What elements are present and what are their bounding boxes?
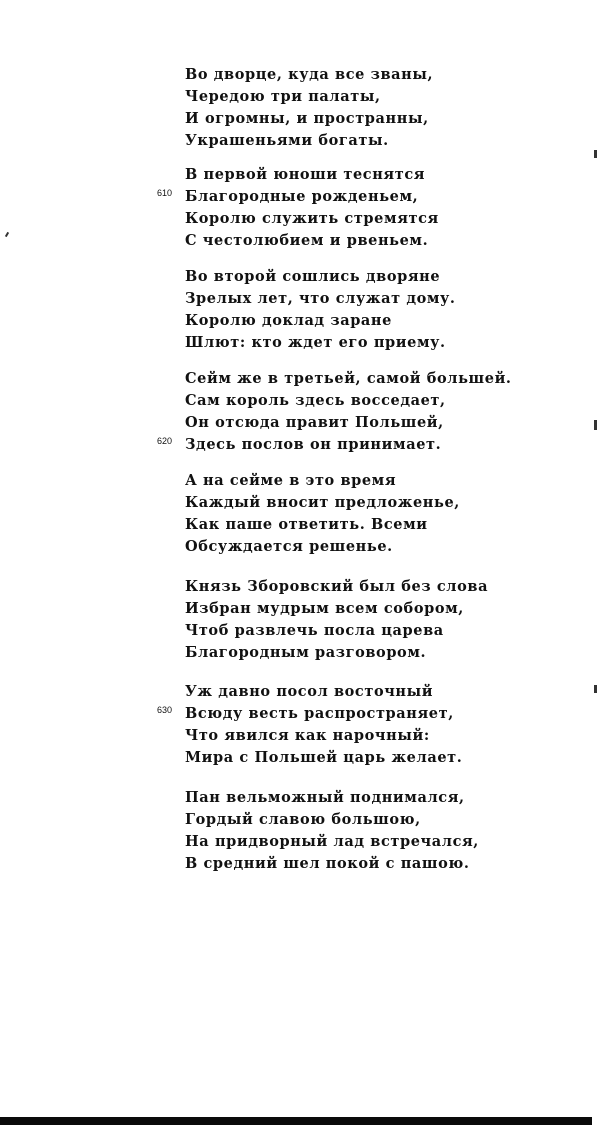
verse-text: Сам король здесь восседает, (185, 392, 446, 409)
verse-text: Во дворце, куда все званы, (185, 66, 434, 83)
verse-text: С честолюбием и рвеньем. (185, 232, 429, 249)
verse-text: И огромны, и пространны, (185, 110, 429, 127)
verse-text: Чередою три палаты, (185, 88, 381, 105)
stanza (185, 266, 456, 354)
stanza (185, 64, 433, 152)
verse-text: В средний шел покой с пашою. (185, 855, 470, 872)
verse-line (157, 186, 439, 208)
verse-text: Благородные рожденьем, (185, 188, 419, 205)
stanza (185, 576, 488, 664)
verse-line (185, 470, 460, 492)
verse-line (185, 598, 488, 620)
verse-line (185, 642, 488, 664)
verse-text: Украшеньями богаты. (185, 132, 389, 149)
scan-edge-bar (0, 1117, 592, 1125)
verse-line (185, 130, 433, 152)
verse-text: Королю служить стремятся (185, 210, 439, 227)
verse-text: Королю доклад заране (185, 312, 392, 329)
verse-line (185, 831, 479, 853)
verse-line (185, 332, 456, 354)
verse-line (185, 536, 460, 558)
verse-text: Он отсюда правит Польшей, (185, 414, 444, 431)
verse-line (185, 787, 479, 809)
verse-line (185, 620, 488, 642)
stanza (157, 681, 463, 769)
verse-line (185, 208, 439, 230)
verse-text: Пан вельможный поднимался, (185, 789, 465, 806)
verse-text: Мира с Польшей царь желает. (185, 749, 463, 766)
verse-text: Каждый вносит предложенье, (185, 494, 460, 511)
verse-line (185, 64, 433, 86)
verse-text: А на сейме в это время (185, 472, 397, 489)
verse-text: Зрелых лет, что служат дому. (185, 290, 456, 307)
verse-line (185, 492, 460, 514)
verse-text: На придворный лад встречался, (185, 833, 479, 850)
verse-line (185, 164, 439, 186)
verse-line (185, 514, 460, 536)
verse-line (185, 368, 512, 390)
verse-text: Шлют: кто ждет его приему. (185, 334, 446, 351)
verse-text: В первой юноши теснятся (185, 166, 426, 183)
verse-text: Здесь послов он принимает. (185, 436, 442, 453)
verse-text: Обсуждается решенье. (185, 538, 393, 555)
verse-text: Избран мудрым всем собором, (185, 600, 464, 617)
verse-text: Князь Зборовский был без слова (185, 578, 489, 595)
verse-text: Гордый славою большою, (185, 811, 421, 828)
verse-line (185, 310, 456, 332)
verse-text: Уж давно посол восточный (185, 683, 434, 700)
scan-speck (594, 420, 597, 430)
stanza (185, 470, 460, 558)
verse-line (157, 703, 462, 725)
verse-text: Во второй сошлись дворяне (185, 268, 441, 285)
scan-speck (5, 232, 9, 237)
verse-line (185, 86, 433, 108)
verse-text: Всюду весть распространяет, (185, 705, 454, 722)
verse-line (185, 576, 488, 598)
verse-line (185, 266, 456, 288)
stanza (157, 368, 512, 456)
line-number: 620 (157, 436, 173, 446)
line-number: 610 (157, 188, 173, 198)
verse-line (185, 108, 433, 130)
verse-line (185, 809, 479, 831)
verse-text: Благородным разговором. (185, 644, 427, 661)
stanza (157, 164, 439, 252)
line-number: 630 (157, 705, 173, 715)
verse-text: Что явился как нарочный: (185, 727, 430, 744)
verse-line (157, 434, 512, 456)
verse-line (185, 747, 462, 769)
verse-text: Как паше ответить. Всеми (185, 516, 428, 533)
verse-text: Чтоб развлечь посла царева (185, 622, 444, 639)
verse-line (185, 390, 512, 412)
scan-speck (594, 150, 597, 158)
verse-text: Сейм же в третьей, самой большей. (185, 370, 512, 387)
scan-speck (594, 685, 597, 693)
verse-line (185, 288, 456, 310)
verse-line (185, 412, 512, 434)
verse-line (185, 681, 462, 703)
stanza (185, 787, 479, 875)
verse-line (185, 853, 479, 875)
verse-line (185, 725, 462, 747)
verse-line (185, 230, 439, 252)
